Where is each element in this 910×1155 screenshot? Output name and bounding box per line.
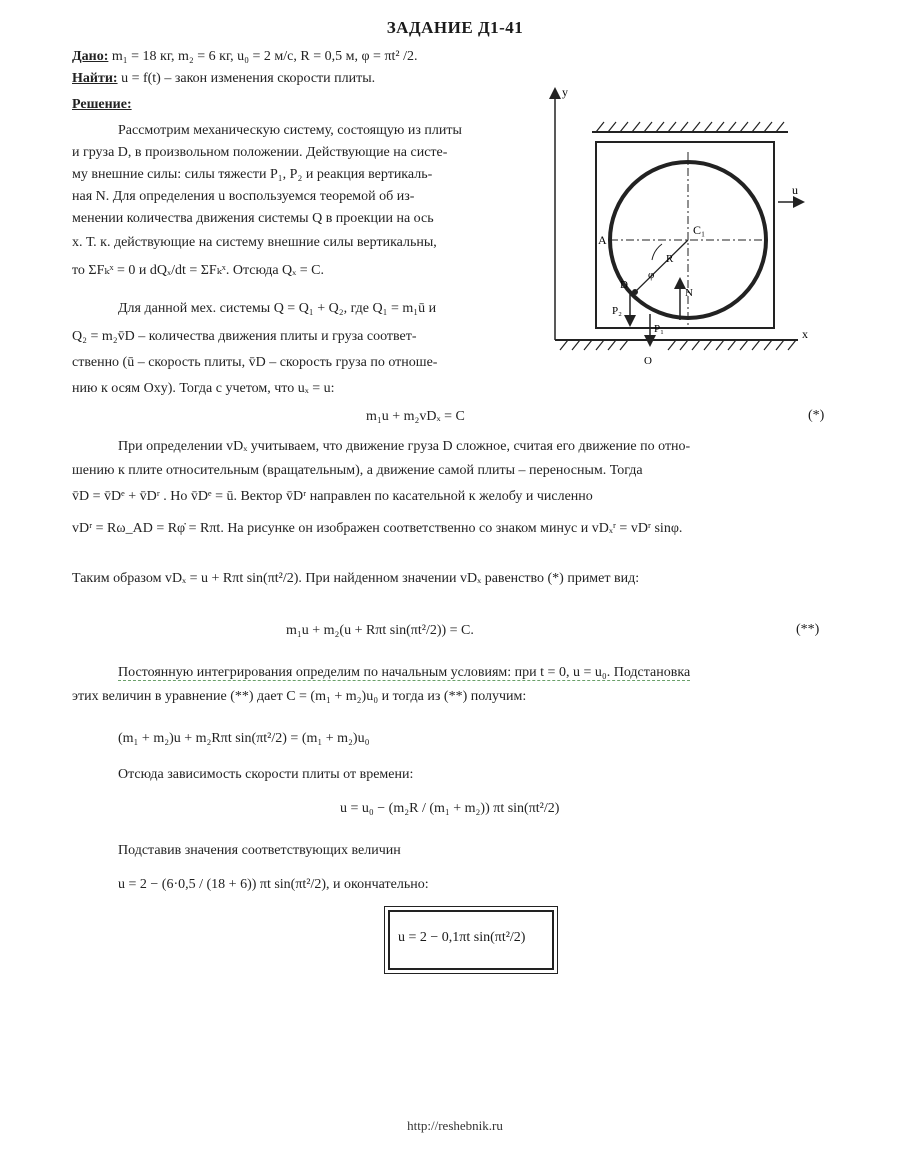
para1-line: x. Т. к. действующие на систему внешние силы вертикальны,: [72, 235, 437, 250]
para4-line: этих величин в уравнение (**) дает C = (m₁ + m₂)u₀ и тогда из (**) получим:: [72, 689, 527, 704]
para2-line: Q₂ = m₂v̄D – количества движения плиты и груза соответ-: [72, 329, 417, 344]
mechanism-figure: [540, 82, 820, 372]
find-label: Найти:: [72, 71, 118, 86]
plate: [596, 142, 774, 328]
para2-line: Для данной мех. системы Q = Q₁ + Q₂, где Q₁ = m₁ū и: [118, 301, 437, 316]
equation-1: m₁u + m₂vDₓ = C: [366, 409, 465, 424]
substitution-line: Подставив значения соответствующих величин: [118, 843, 401, 858]
para1-line: и груза D, в произвольном положении. Действующие на систе-: [72, 145, 448, 160]
phi-arc: [652, 244, 662, 260]
origin-label: O: [644, 355, 652, 367]
dependence-line: Отсюда зависимость скорости плиты от времени:: [118, 767, 414, 782]
point-d-label: D: [620, 279, 628, 291]
radius-label: R: [666, 253, 674, 265]
ground-hatch: [560, 340, 796, 350]
para1-line: Рассмотрим механическую систему, состоящую из плиты: [118, 123, 462, 138]
para1-line: му внешние силы: силы тяжести P₁, P₂ и реакция вертикаль-: [72, 167, 433, 182]
force-p1-label: P₁: [654, 323, 664, 335]
point-a-label: A: [598, 233, 607, 247]
force-n-label: N: [685, 287, 693, 299]
equation-4: u = u₀ − (m₂R / (m₁ + m₂)) πt sin(πt²/2): [340, 801, 560, 816]
para3-line: При определении vDₓ учитываем, что движение груза D сложное, считая его движение по отно-: [118, 439, 691, 454]
phi-label: φ: [648, 269, 655, 281]
x-axis-label: x: [802, 327, 808, 341]
ceiling-hatch: [596, 122, 784, 132]
para2-line: нию к осям Oxy). Тогда с учетом, что uₓ = u:: [72, 381, 335, 396]
para3-line: шению к плите относительным (вращательным), а движение самой плиты – переносным. Тогда: [72, 463, 643, 478]
given-label: Дано:: [72, 49, 109, 64]
given-text: m₁ = 18 кг, m₂ = 6 кг, u₀ = 2 м/с, R = 0,5 м, φ = πt² /2.: [111, 49, 418, 64]
para1-line: менении количества движения системы Q в проекции на ось: [72, 211, 434, 226]
answer-text: u = 2 − 0,1πt sin(πt²/2): [398, 930, 526, 945]
given-line: [72, 48, 418, 66]
task-title: ЗАДАНИЕ Д1-41: [386, 18, 524, 37]
para3-line: vDʳ = Rω_AD = Rφ̇ = Rπt. На рисунке он изображен соответственно со знаком минус и vDₓʳ = vDʳ sinφ.: [72, 521, 683, 536]
para1-line: ная N. Для определения u воспользуемся теоремой об из-: [72, 189, 415, 204]
y-axis-label: y: [562, 85, 568, 99]
equation-5: u = 2 − (6·0,5 / (18 + 6)) πt sin(πt²/2), и окончательно:: [118, 877, 429, 892]
para4-line: Постоянную интегрирования определим по начальным условиям: при t = 0, u = u₀. Подстановка: [118, 665, 691, 680]
find-line: [72, 70, 375, 88]
para2-line: ственно (ū – скорость плиты, v̄D – скорость груза по отноше-: [72, 355, 438, 370]
point-d: [632, 289, 638, 295]
equation-2: m₁u + m₂(u + Rπt sin(πt²/2)) = C.: [286, 623, 474, 638]
force-p2-label: P₂: [612, 305, 622, 317]
solution-heading: Решение:: [72, 97, 132, 112]
para3-line: Таким образом vDₓ = u + Rπt sin(πt²/2). При найденном значении vDₓ равенство (*) примет вид:: [72, 571, 640, 586]
para3-line: v̄D = v̄Dᵉ + v̄Dʳ . Но v̄Dᵉ = ū. Вектор v̄Dʳ направлен по касательной к желобу и численно: [72, 489, 593, 504]
equation-3: (m₁ + m₂)u + m₂Rπt sin(πt²/2) = (m₁ + m₂)u₀: [118, 731, 370, 746]
footer-url[interactable]: http://reshebnik.ru: [407, 1118, 503, 1133]
find-text: u = f(t) – закон изменения скорости плиты.: [121, 71, 376, 86]
answer-box: [388, 910, 554, 970]
velocity-label: u: [792, 183, 798, 197]
para1-line: то ΣFₖˣ = 0 и dQₓ/dt = ΣFₖˣ. Отсюда Qₓ = C.: [72, 263, 324, 278]
center-label: C₁: [693, 223, 706, 237]
equation-1-number: (*): [808, 408, 825, 423]
equation-2-number: (**): [796, 622, 820, 637]
